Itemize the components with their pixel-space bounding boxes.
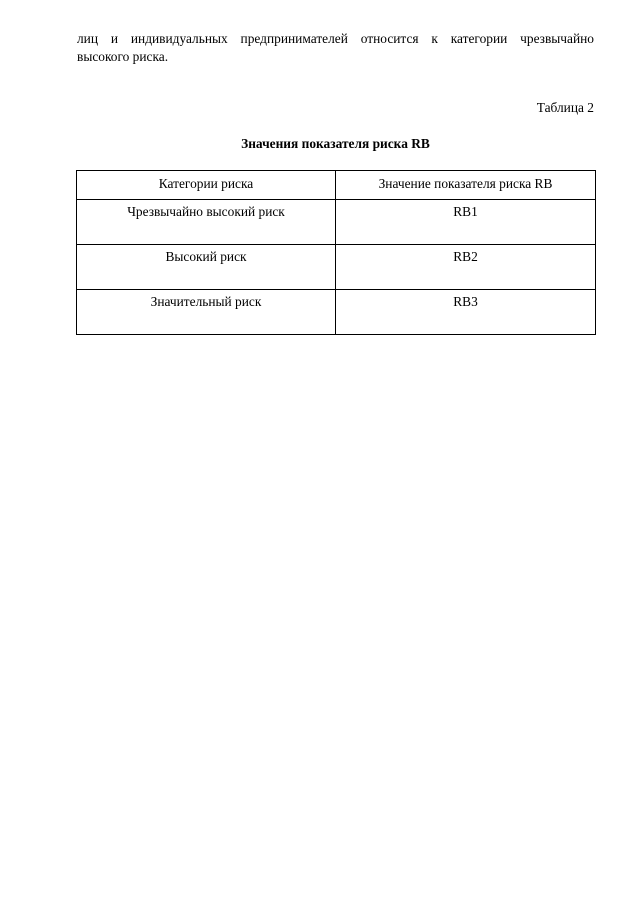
table-cell: RB3 — [336, 290, 596, 335]
table-header-cell: Значение показателя риска RB — [336, 171, 596, 200]
table-number-label: Таблица 2 — [536, 100, 594, 115]
table-header-cell: Категории риска — [77, 171, 336, 200]
table-title: Значения показателя риска RB — [241, 136, 430, 151]
table-header-row — [77, 171, 596, 200]
table-row — [77, 290, 596, 335]
table-cell: RB2 — [336, 245, 596, 290]
table-cell: Чрезвычайно высокий риск — [77, 200, 336, 245]
table-row — [77, 200, 596, 245]
table-cell: RB1 — [336, 200, 596, 245]
paragraph-line: высокого риска. — [77, 49, 169, 64]
paragraph-line: лиц и индивидуальных предпринимателей относится к категории чрезвычайно — [77, 31, 594, 46]
table-cell: Высокий риск — [77, 245, 336, 290]
table-cell: Значительный риск — [77, 290, 336, 335]
table-row — [77, 245, 596, 290]
risk-table — [76, 170, 596, 335]
